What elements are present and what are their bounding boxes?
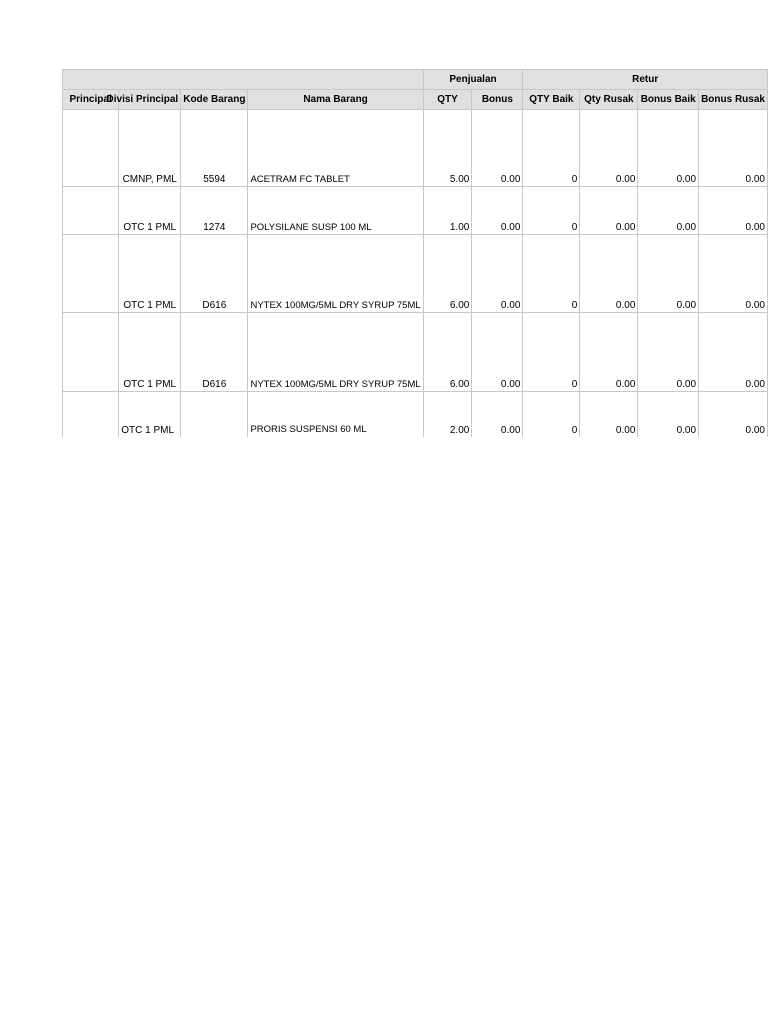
cell-qty: 2.00 (423, 392, 472, 437)
cell-nama: PRORIS SUSPENSI 60 ML (248, 392, 423, 437)
cell-qty-rusak: 0.00 (580, 110, 638, 187)
cell-bonus-baik: 0.00 (638, 110, 699, 187)
cell-bonus-rusak: 0.00 (699, 392, 768, 437)
cell-qty: 6.00 (423, 313, 472, 392)
cell-bonus-rusak: 0.00 (699, 313, 768, 392)
cell-qty-baik: 0 (523, 392, 580, 437)
cell-bonus: 0.00 (472, 110, 523, 187)
cell-qty: 6.00 (423, 235, 472, 313)
group-header-row (63, 70, 768, 90)
cell-bonus-baik: 0.00 (638, 392, 699, 437)
cell-qty-baik: 0 (523, 235, 580, 313)
cell-qty-rusak: 0.00 (580, 187, 638, 235)
col-qty-rusak: Qty Rusak (580, 90, 638, 110)
table-row (63, 110, 768, 187)
cell-kode (181, 392, 248, 437)
cell-nama: NYTEX 100MG/5ML DRY SYRUP 75ML (248, 235, 423, 313)
cell-bonus: 0.00 (472, 313, 523, 392)
group-header-penjualan: Penjualan (423, 70, 523, 90)
cell-qty-baik: 0 (523, 110, 580, 187)
column-header-row (63, 90, 768, 110)
cell-bonus-rusak: 0.00 (699, 110, 768, 187)
col-divisi-principal (106, 90, 181, 110)
cell-divisi: OTC 1 PML (119, 187, 181, 235)
cell-bonus: 0.00 (472, 392, 523, 437)
cell-qty-rusak: 0.00 (580, 392, 638, 437)
cell-bonus-baik: 0.00 (638, 313, 699, 392)
cell-principal (63, 235, 119, 313)
cell-principal (63, 313, 119, 392)
cell-kode: 5594 (181, 110, 248, 187)
col-divisi-principal-label: Divisi Principal (106, 94, 179, 105)
col-bonus: Bonus (472, 90, 523, 110)
table-row (63, 313, 768, 392)
cell-principal (63, 187, 119, 235)
cell-nama: NYTEX 100MG/5ML DRY SYRUP 75ML (248, 313, 423, 392)
group-header-retur: Retur (523, 70, 768, 90)
cell-principal (63, 392, 119, 437)
cell-qty: 1.00 (423, 187, 472, 235)
cell-qty-rusak: 0.00 (580, 313, 638, 392)
cell-bonus-rusak: 0.00 (699, 187, 768, 235)
col-qty-baik: QTY Baik (523, 90, 580, 110)
cell-bonus-baik: 0.00 (638, 235, 699, 313)
col-kode-barang: Kode Barang (181, 90, 248, 110)
col-nama-barang: Nama Barang (248, 90, 423, 110)
cell-bonus-rusak: 0.00 (699, 235, 768, 313)
cell-divisi: OTC 1 PML (119, 392, 181, 437)
cell-kode: D616 (181, 235, 248, 313)
cell-bonus: 0.00 (472, 187, 523, 235)
cell-qty: 5.00 (423, 110, 472, 187)
cell-nama: ACETRAM FC TABLET (248, 110, 423, 187)
cell-qty-baik: 0 (523, 313, 580, 392)
col-principal: Principal (63, 90, 119, 110)
cell-nama: POLYSILANE SUSP 100 ML (248, 187, 423, 235)
group-header-blank (63, 70, 424, 90)
cell-kode: D616 (181, 313, 248, 392)
col-bonus-baik: Bonus Baik (638, 90, 699, 110)
table-row (63, 235, 768, 313)
cell-divisi: OTC 1 PML (119, 313, 181, 392)
cell-bonus: 0.00 (472, 235, 523, 313)
col-qty: QTY (423, 90, 472, 110)
cell-qty-rusak: 0.00 (580, 235, 638, 313)
cell-divisi: OTC 1 PML (119, 235, 181, 313)
col-bonus-rusak: Bonus Rusak (699, 90, 768, 110)
cell-kode: 1274 (181, 187, 248, 235)
cell-bonus-baik: 0.00 (638, 187, 699, 235)
table-row (63, 187, 768, 235)
cell-principal (63, 110, 119, 187)
cell-divisi: CMNP, PML (119, 110, 181, 187)
report-table (62, 69, 768, 437)
table-row (63, 392, 768, 437)
cell-qty-baik: 0 (523, 187, 580, 235)
